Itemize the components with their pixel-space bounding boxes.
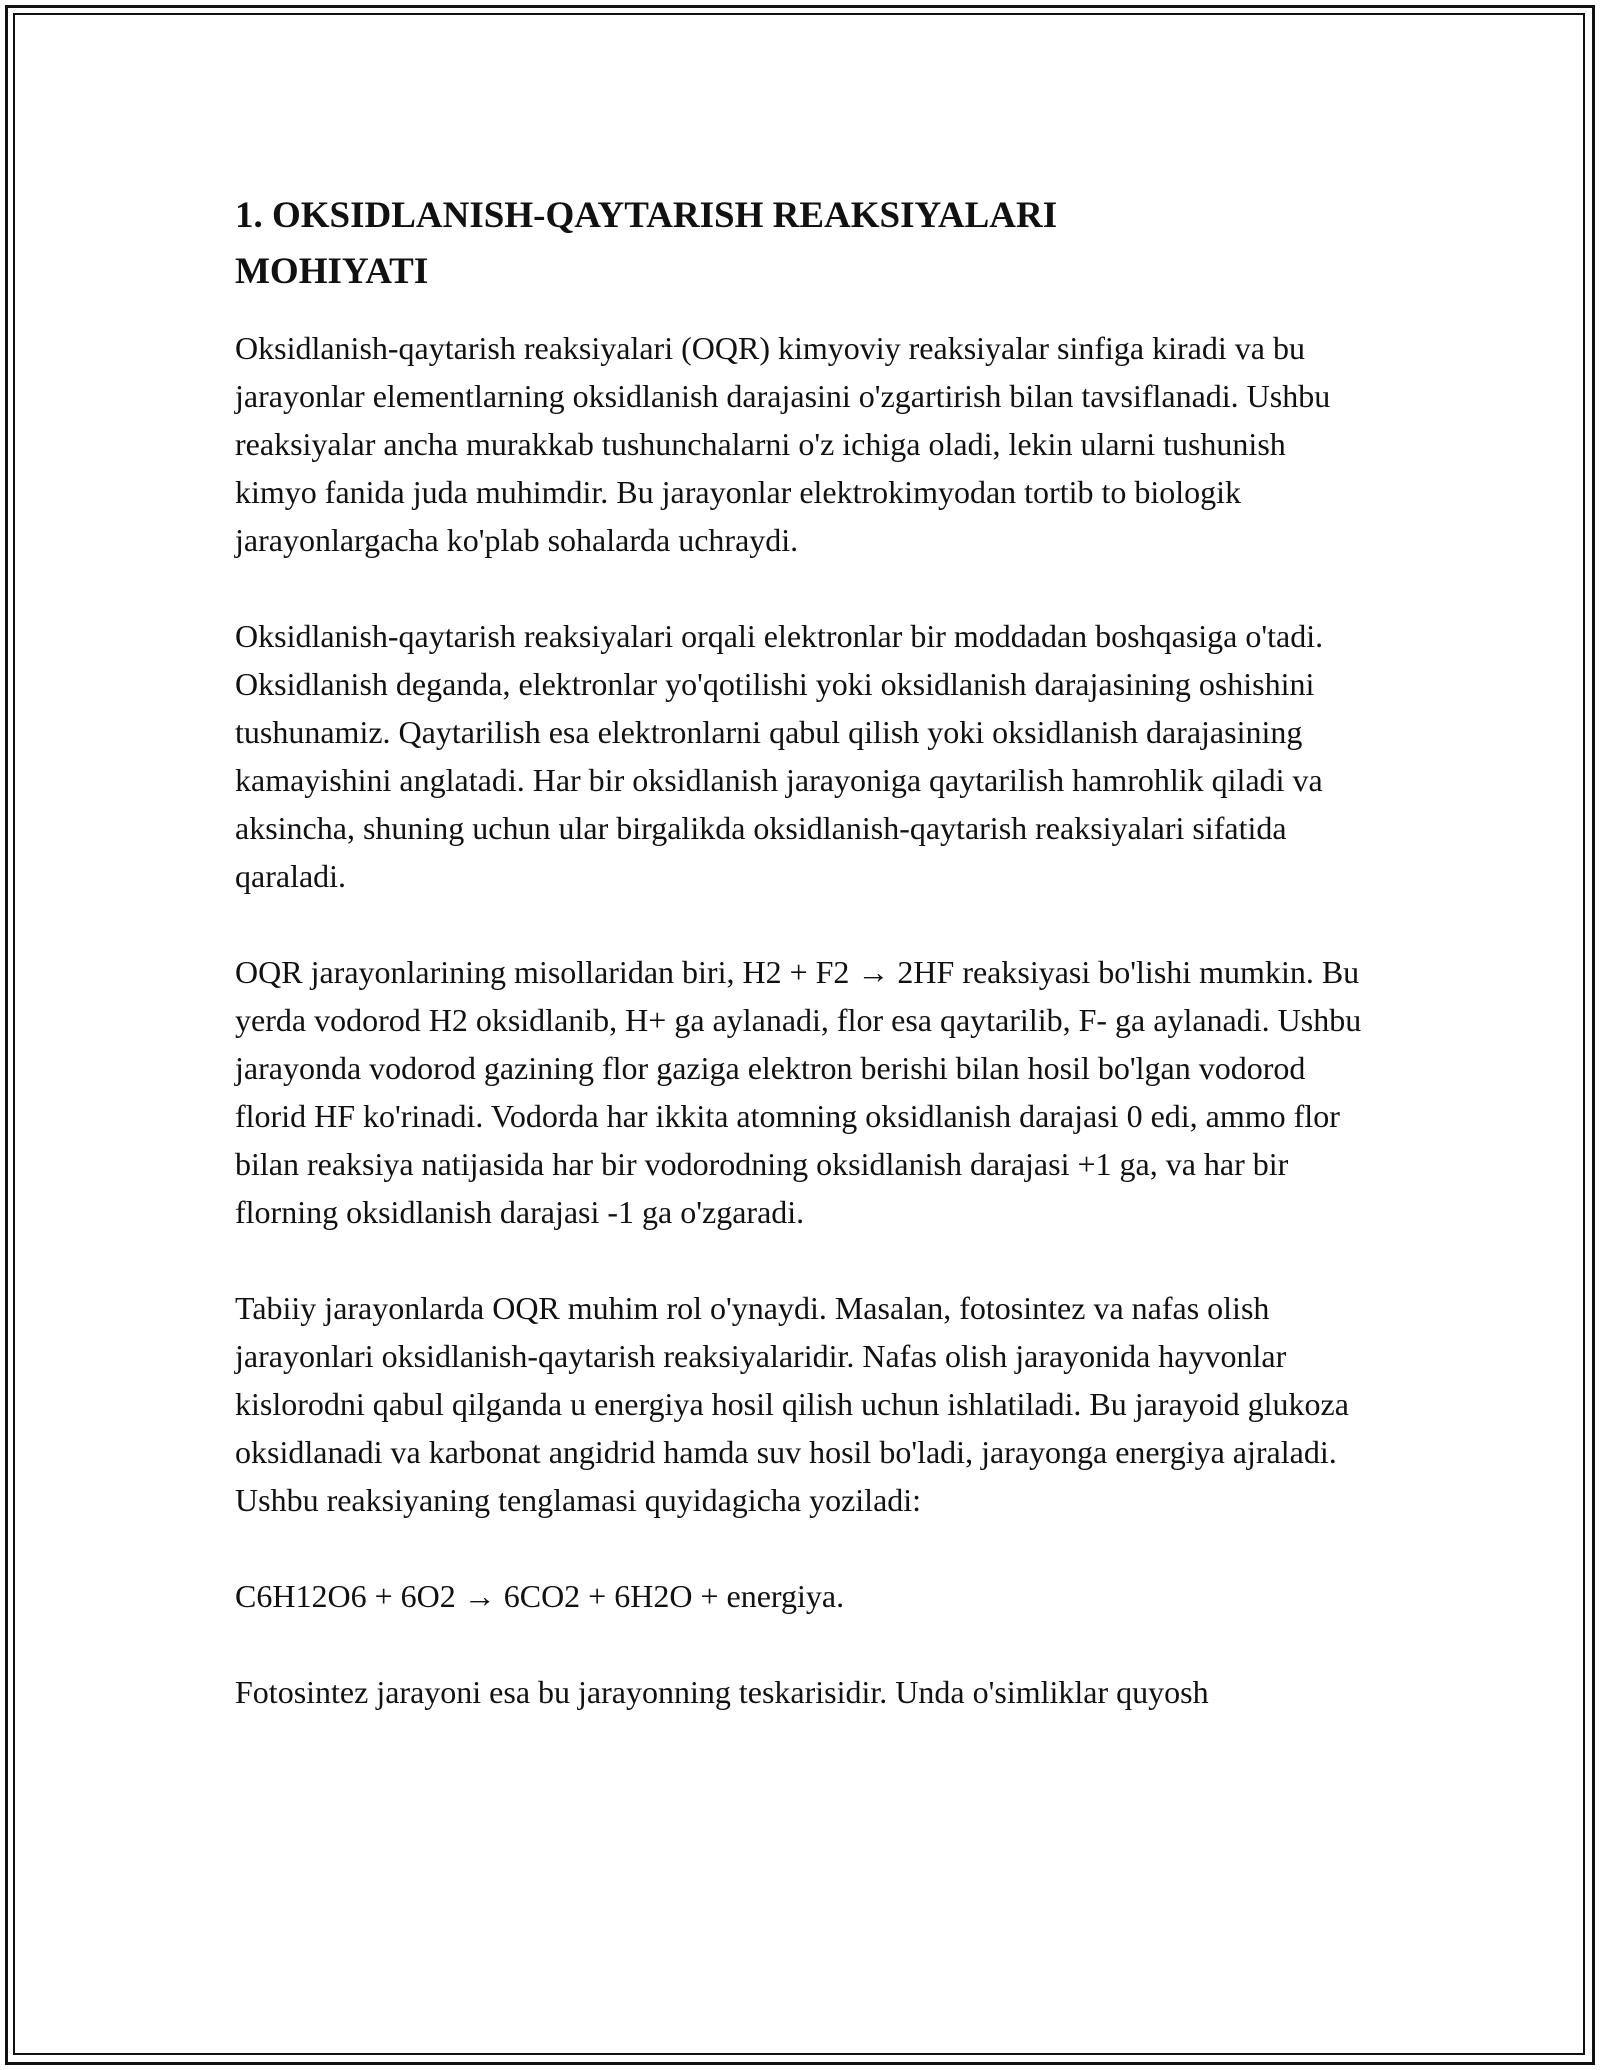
paragraph-intro: Oksidlanish-qaytarish reaksiyalari (OQR) kimyoviy reaksiyalar sinfiga kiradi va bu jarayonlar elementlarning oksidlanish darajasini o'zgartirish bilan tavsiflanadi. Ushbu reaksiyalar ancha murakkab tushunchalarni o'z ichiga oladi, lekin ularni tushunish kimyo fanida juda muhimdir. Bu jarayonlar elektrokimyodan tortib to biologik jarayonlargacha ko'plab sohalarda uchraydi. — [235, 330, 1331, 558]
paragraph-natural-processes: Tabiiy jarayonlarda OQR muhim rol o'ynaydi. Masalan, fotosintez va nafas olish jarayonlari oksidlanish-qaytarish reaksiyalaridir. Nafas olish jarayonida hayvonlar kislorodni qabul qilganda u energiya hosil qilish uchun ishlatiladi. Bu jarayoid glukoza oksidlanadi va karbonat angidrid hamda suv hosil bo'ladi, jarayonga energiya ajraladi. Ushbu reaksiyaning tenglamasi quyidagicha yoziladi: — [235, 1290, 1349, 1518]
section-heading — [235, 188, 1375, 300]
document-page — [235, 188, 1375, 1716]
respiration-equation: C6H12O6 + 6O2 → 6CO2 + 6H2O + energiya. — [235, 1578, 845, 1614]
section-heading-line-2: MOHIYATI — [235, 251, 429, 292]
section-heading-line-1: 1. OKSIDLANISH-QAYTARISH REAKSIYALARI — [235, 195, 1058, 236]
paragraph-electron-transfer: Oksidlanish-qaytarish reaksiyalari orqali elektronlar bir moddadan boshqasiga o'tadi. Oksidlanish deganda, elektronlar yo'qotilishi yoki oksidlanish darajasining oshishini tushunamiz. Qaytarilish esa elektronlarni qabul qilish yoki oksidlanish darajasining kamayishini anglatadi. Har bir oksidlanish jarayoniga qaytarilish hamrohlik qiladi va aksincha, shuning uchun ular birgalikda oksidlanish-qaytarish reaksiyalari sifatida qaraladi. — [235, 618, 1324, 894]
paragraph-hf-example: OQR jarayonlarining misollaridan biri, H2 + F2 → 2HF reaksiyasi bo'lishi mumkin. Bu yerda vodorod H2 oksidlanib, H+ ga aylanadi, flor esa qaytarilib, F- ga aylanadi. Ushbu jarayonda vodorod gazining flor gaziga elektron berishi bilan hosil bo'lgan vodorod florid HF ko'rinadi. Vodorda har ikkita atomning oksidlanish darajasi 0 edi, ammo flor bilan reaksiya natijasida har bir vodorodning oksidlanish darajasi +1 ga, va har bir florning oksidlanish darajasi -1 ga o'zgaradi. — [235, 954, 1362, 1230]
paragraph-photosynthesis: Fotosintez jarayoni esa bu jarayonning teskarisidir. Unda o'simliklar quyosh — [235, 1674, 1209, 1710]
